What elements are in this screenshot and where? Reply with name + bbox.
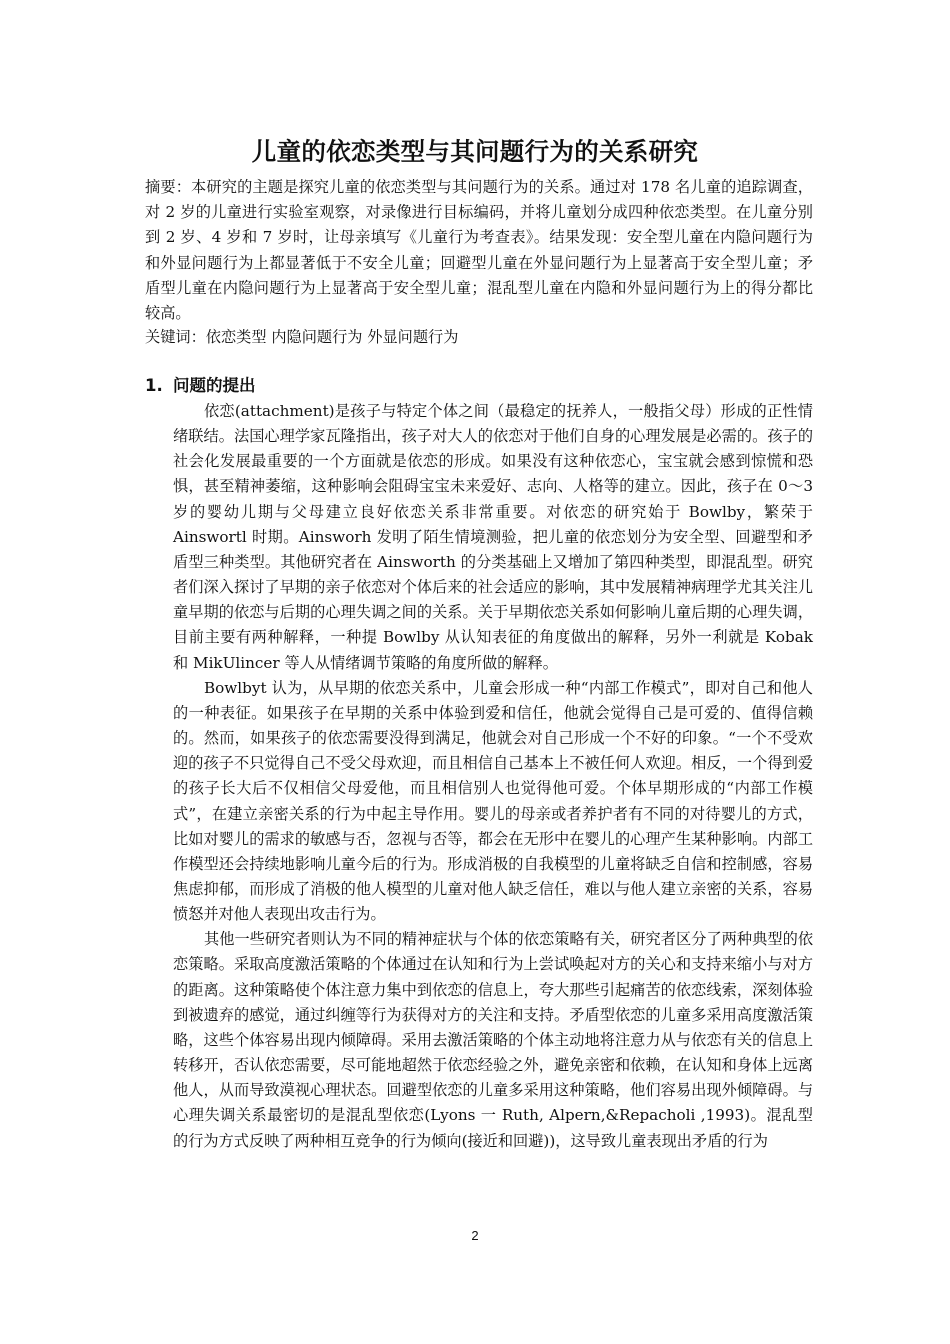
section-body bbox=[173, 399, 813, 1154]
section-title: 问题的提出 bbox=[173, 376, 256, 395]
page-number: 2 bbox=[471, 1228, 479, 1243]
keywords: 关键词：依恋类型 内隐问题行为 外显问题行为 bbox=[145, 328, 459, 346]
abstract: 摘要：本研究的主题是探究儿童的依恋类型与其问题行为的关系。通过对 178 名儿童的追踪调查，对 2 岁的儿童进行实验室观察，对录像进行目标编码，并将儿童划分成四种依恋类型。在儿童分别到 2 岁、4 岁和 7 岁时，让母亲填写《儿童行为考查表》。结果发现：安全型儿童在内隐问题行为和外显问题行为上都显著低于不安全儿童；回避型儿童在外显问题行为上显著高于安全型儿童；矛盾型儿童在内隐问题行为上显著高于安全型儿童；混乱型儿童在内隐和外显问题行为上的得分都比较高。 bbox=[145, 178, 813, 323]
section-heading bbox=[145, 374, 256, 398]
paragraph: 依恋(attachment)是孩子与特定个体之间（最稳定的抚养人，一般指父母）形成的正性情绪联结。法国心理学家瓦隆指出，孩子对大人的依恋对于他们自身的心理发展是必需的。孩子的社会化发展最重要的一个方面就是依恋的形成。如果没有这种依恋心，宝宝就会感到惊慌和恐惧，甚至精神萎缩，这种影响会阻碍宝宝未来爱好、志向、人格等的建立。因此，孩子在 0～3 岁的婴幼儿期与父母建立良好依恋关系非常重要。对依恋的研究始于 Bowlby，繁荣于 Ainswortl 时期。Ainsworh 发明了陌生情境测验，把儿童的依恋划分为安全型、回避型和矛盾型三种类型。其他研究者在 Ainsworth 的分类基础上又增加了第四种类型，即混乱型。研究者们深入探讨了早期的亲子依恋对个体后来的社会适应的影响，其中发展精神病理学尤其关注儿童早期的依恋与后期的心理失调之间的关系。关于早期依恋关系如何影响儿童后期的心理失调，目前主要有两种解释，一种提 Bowlby 从认知表征的角度做出的解释，另外一利就是 Kobak 和 MikUlincer 等人从情绪调节策略的角度所做的解释。 bbox=[173, 402, 813, 672]
section-number: 1. bbox=[145, 376, 163, 395]
paragraph: Bowlbyt 认为，从早期的依恋关系中，儿童会形成一种“内部工作模式”，即对自己和他人的一种表征。如果孩子在早期的关系中体验到爱和信任，他就会觉得自己是可爱的、值得信赖的。然而，如果孩子的依恋需要没得到满足，他就会对自己形成一个不好的印象。“一个不受欢迎的孩子不只觉得自己不受父母欢迎，而且相信自己基本上不被任何人欢迎。相反，一个得到爱的孩子长大后不仅相信父母爱他，而且相信别人也觉得他可爱。个体早期形成的“内部工作模式”，在建立亲密关系的行为中起主导作用。婴儿的母亲或者养护者有不同的对待婴儿的方式，比如对婴儿的需求的敏感与否，忽视与否等，都会在无形中在婴儿的心理产生某种影响。内部工作模型还会持续地影响儿童今后的行为。形成消极的自我模型的儿童将缺乏自信和控制感，容易焦虑抑郁，而形成了消极的他人模型的儿童对他人缺乏信任，难以与他人建立亲密的关系，容易愤怒并对他人表现出攻击行为。 bbox=[173, 678, 813, 924]
document-title: 儿童的依恋类型与其问题行为的关系研究 bbox=[251, 137, 699, 166]
paragraph: 其他一些研究者则认为不同的精神症状与个体的依恋策略有关，研究者区分了两种典型的依恋策略。采取高度激活策略的个体通过在认知和行为上尝试唤起对方的关心和支持来缩小与对方的距离。这种策略使个体注意力集中到依恋的信息上，夸大那些引起痛苦的依恋线索，深刻体验到被遗弃的感觉，通过纠缠等行为获得对方的关注和支持。矛盾型依恋的儿童多采用高度激活策略，这些个体容易出现内倾障碍。采用去激活策略的个体主动地将注意力从与依恋有关的信息上转移开，否认依恋需要，尽可能地超然于依恋经验之外，避免亲密和依赖，在认知和身体上远离他人，从而导致漠视心理状态。回避型依恋的儿童多采用这种策略，他们容易出现外倾障碍。与心理失调关系最密切的是混乱型依恋(Lyons 一 Ruth, Alpern,&Repacholi ,1993)。混乱型的行为方式反映了两种相互竞争的行为倾向(接近和回避))，这导致儿童表现出矛盾的行为 bbox=[173, 930, 813, 1150]
